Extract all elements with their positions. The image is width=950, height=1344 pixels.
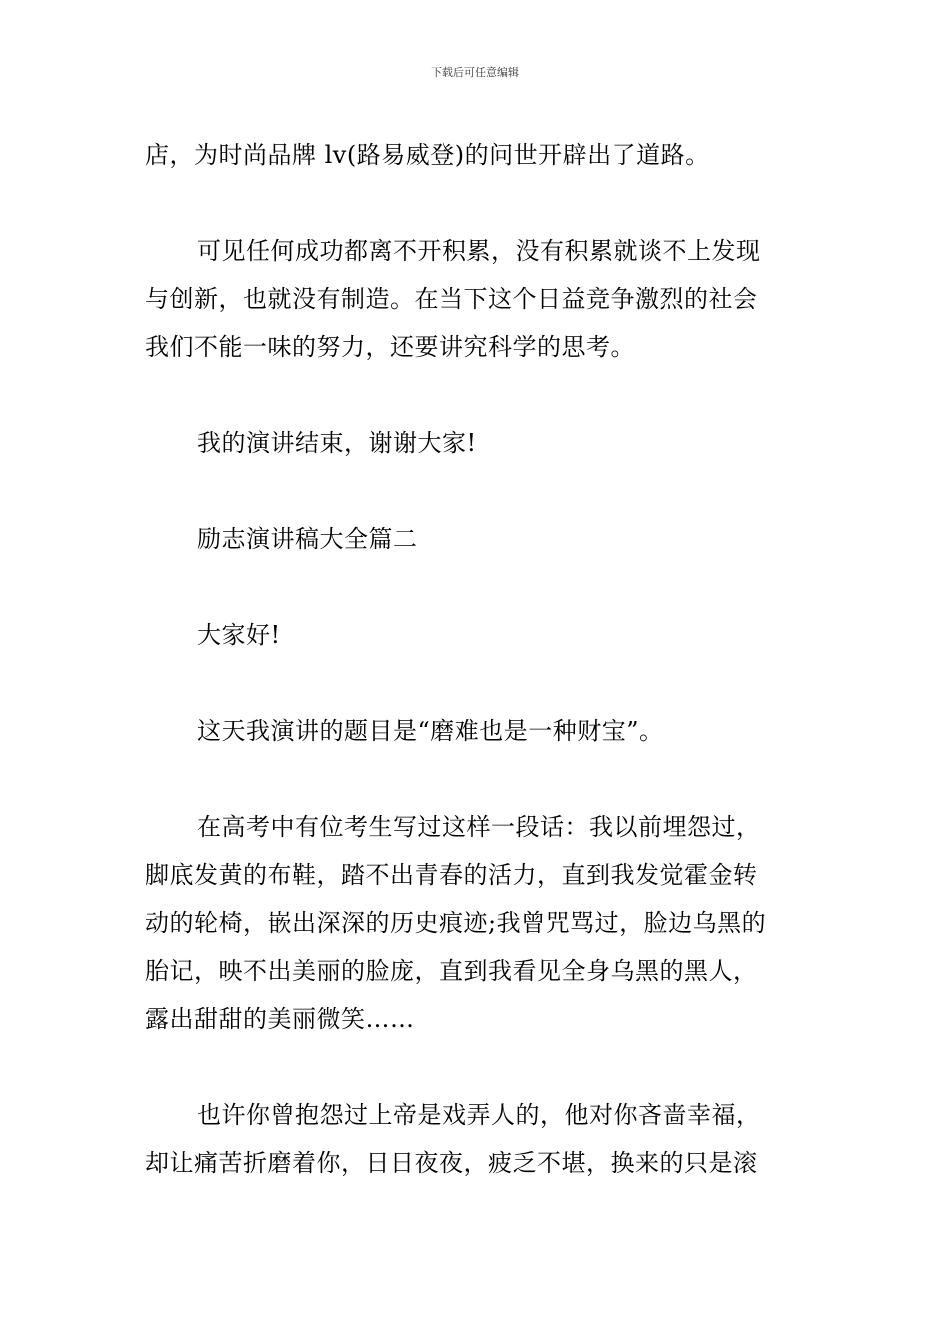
text-line: 我的演讲结束，谢谢大家!	[197, 429, 477, 457]
text-line: 与创新，也就没有制造。在当下这个日益竞争激烈的社会	[145, 285, 758, 313]
text-line: 这天我演讲的题目是“磨难也是一种财宝”。	[197, 717, 664, 745]
section-heading	[145, 515, 815, 563]
text-line: 动的轮椅，嵌出深深的历史痕迹;我曾咒骂过，脸边乌黑的	[145, 909, 767, 937]
header-note: 下载后可任意编辑	[431, 66, 519, 79]
paragraph-1	[145, 131, 815, 179]
paragraph-8	[145, 1091, 815, 1187]
text-line: 店，为时尚品牌 lv(路易威登)的问世开辟出了道路。	[145, 141, 710, 169]
text-line: 可见任何成功都离不开积累，没有积累就谈不上发现	[197, 237, 761, 265]
document-body	[145, 131, 815, 1187]
paragraph-topic	[145, 707, 815, 755]
text-line: 也许你曾抱怨过上帝是戏弄人的，他对你吝啬幸福，	[197, 1101, 761, 1129]
paragraph-3	[145, 419, 815, 467]
text-line: 胎记，映不出美丽的脸庞，直到我看见全身乌黑的黑人，	[145, 957, 758, 985]
text-line: 励志演讲稿大全篇二	[197, 525, 418, 553]
paragraph-2	[145, 227, 815, 371]
text-line: 露出甜甜的美丽微笑……	[145, 1005, 415, 1033]
paragraph-greeting	[145, 611, 815, 659]
text-line: 却让痛苦折磨着你，日日夜夜，疲乏不堪，换来的只是滚	[145, 1149, 758, 1177]
text-line: 我们不能一味的努力，还要讲究科学的思考。	[145, 333, 635, 361]
paragraph-7	[145, 803, 815, 1043]
text-line: 脚底发黄的布鞋，踏不出青春的活力，直到我发觉霍金转	[145, 861, 758, 889]
text-line: 在高考中有位考生写过这样一段话：我以前埋怨过，	[197, 813, 761, 841]
text-line: 大家好!	[197, 621, 281, 649]
